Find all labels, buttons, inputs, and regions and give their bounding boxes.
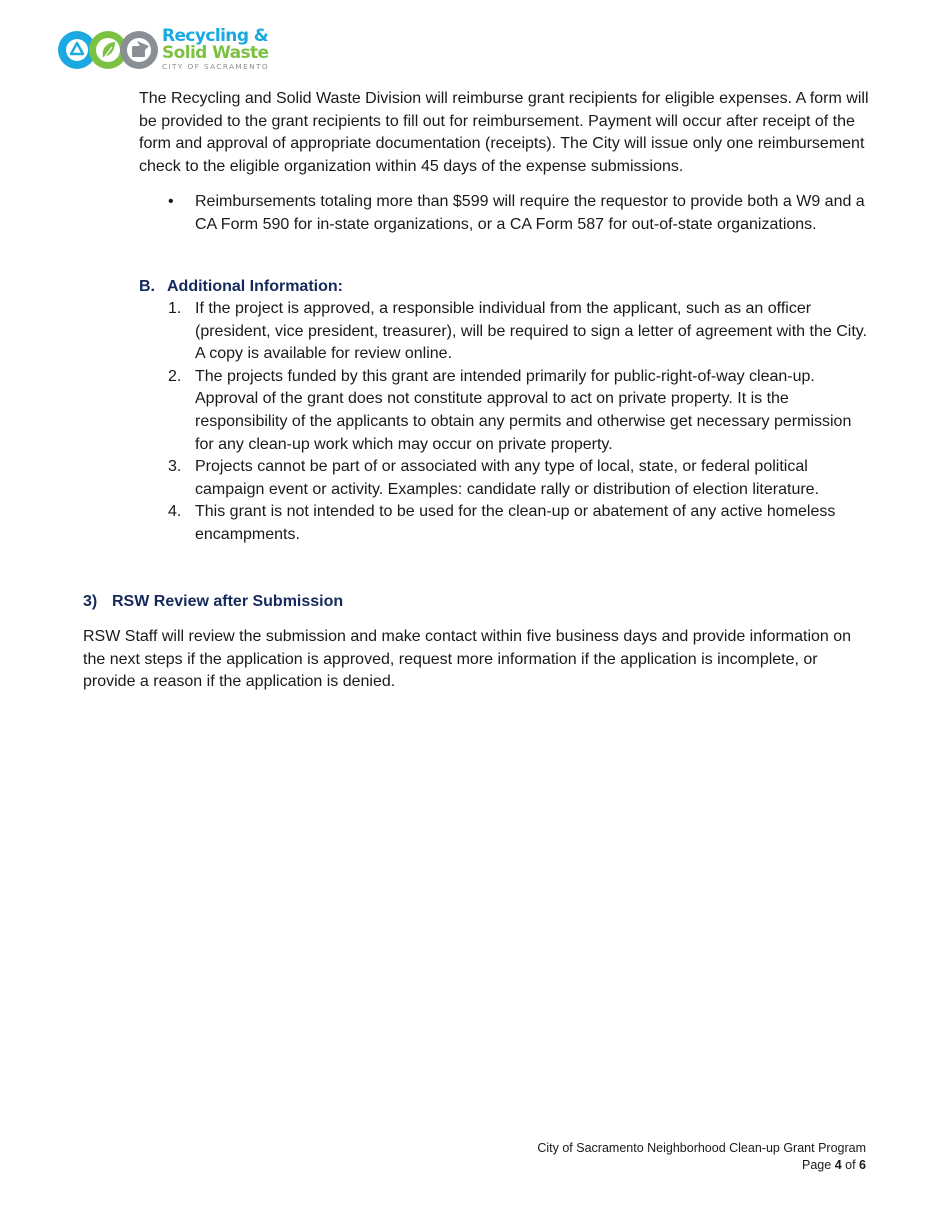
logo-wordmark bbox=[162, 28, 269, 71]
list-item-text: The projects funded by this grant are intended primarily for public-right-of-way clean-up. Approval of the grant does not constitute approval to act on private property. It is the responsibility of the applicants to obtain any permits and otherwise get necessary permission for any clean-up work which may occur on private property. bbox=[195, 367, 852, 453]
additional-info-list bbox=[168, 298, 868, 547]
list-item-text: Projects cannot be part of or associated with any type of local, state, or federal political campaign event or activity. Examples: candidate rally or distribution of election literature. bbox=[195, 458, 820, 498]
footer-page-number bbox=[537, 1157, 866, 1174]
section-b-letter: B. bbox=[139, 278, 155, 295]
bullet-marker: • bbox=[168, 193, 174, 210]
bullet-text: Reimbursements totaling more than $599 will require the requestor to provide both a W9 and a CA Form 590 for in-state organizations, or a CA Form 587 for out-of-state organizations. bbox=[195, 193, 865, 233]
section-b-title: Additional Information: bbox=[167, 278, 343, 295]
logo-line-solid-waste: Solid Waste bbox=[162, 43, 269, 63]
footer-program-name: City of Sacramento Neighborhood Clean-up Grant Program bbox=[537, 1141, 866, 1155]
page-label: Page bbox=[802, 1158, 832, 1172]
list-item bbox=[168, 501, 868, 546]
reimbursement-paragraph: The Recycling and Solid Waste Division will reimburse grant recipients for eligible expenses. A form will be provided to the grant recipients to fill out for reimbursement. Payment will occur after receipt of the form and approval of appropriate documentation (receipts). The City will issue only one reimbursement check to the eligible organization within 45 days of the expense submissions. bbox=[139, 90, 869, 175]
section-3-title: RSW Review after Submission bbox=[112, 593, 344, 610]
list-item-number: 4. bbox=[168, 503, 182, 521]
section-3-heading bbox=[83, 591, 343, 613]
list-item bbox=[168, 298, 868, 366]
logo-line-recycling: Recycling & bbox=[162, 26, 268, 46]
logo-circles-icon bbox=[57, 28, 162, 74]
section-3-number: 3) bbox=[83, 593, 98, 610]
page-of: of bbox=[845, 1158, 856, 1172]
list-item bbox=[168, 366, 868, 456]
logo-line-city: CITY OF SACRAMENTO bbox=[162, 62, 269, 71]
list-item-text: If the project is approved, a responsible individual from the applicant, such as an officer (president, vice president, treasurer), will be required to sign a letter of agreement with the City. A copy is available for review online. bbox=[195, 300, 868, 363]
page-footer bbox=[537, 1140, 866, 1174]
review-paragraph: RSW Staff will review the submission and make contact within five business days and provide information on the next steps if the application is approved, request more information if the application is incomplete, or provide a reason if the application is denied. bbox=[83, 628, 852, 691]
list-item-number: 2. bbox=[168, 367, 182, 385]
list-item bbox=[168, 456, 868, 501]
section-b-heading bbox=[139, 276, 874, 298]
list-item-text: This grant is not intended to be used for the clean-up or abatement of any active homeless encampments. bbox=[195, 503, 836, 543]
page-current: 4 bbox=[834, 1158, 842, 1172]
list-item-number: 1. bbox=[168, 300, 182, 317]
page-total: 6 bbox=[859, 1158, 866, 1172]
list-item-number: 3. bbox=[168, 458, 182, 476]
recycling-solid-waste-logo bbox=[57, 28, 272, 74]
